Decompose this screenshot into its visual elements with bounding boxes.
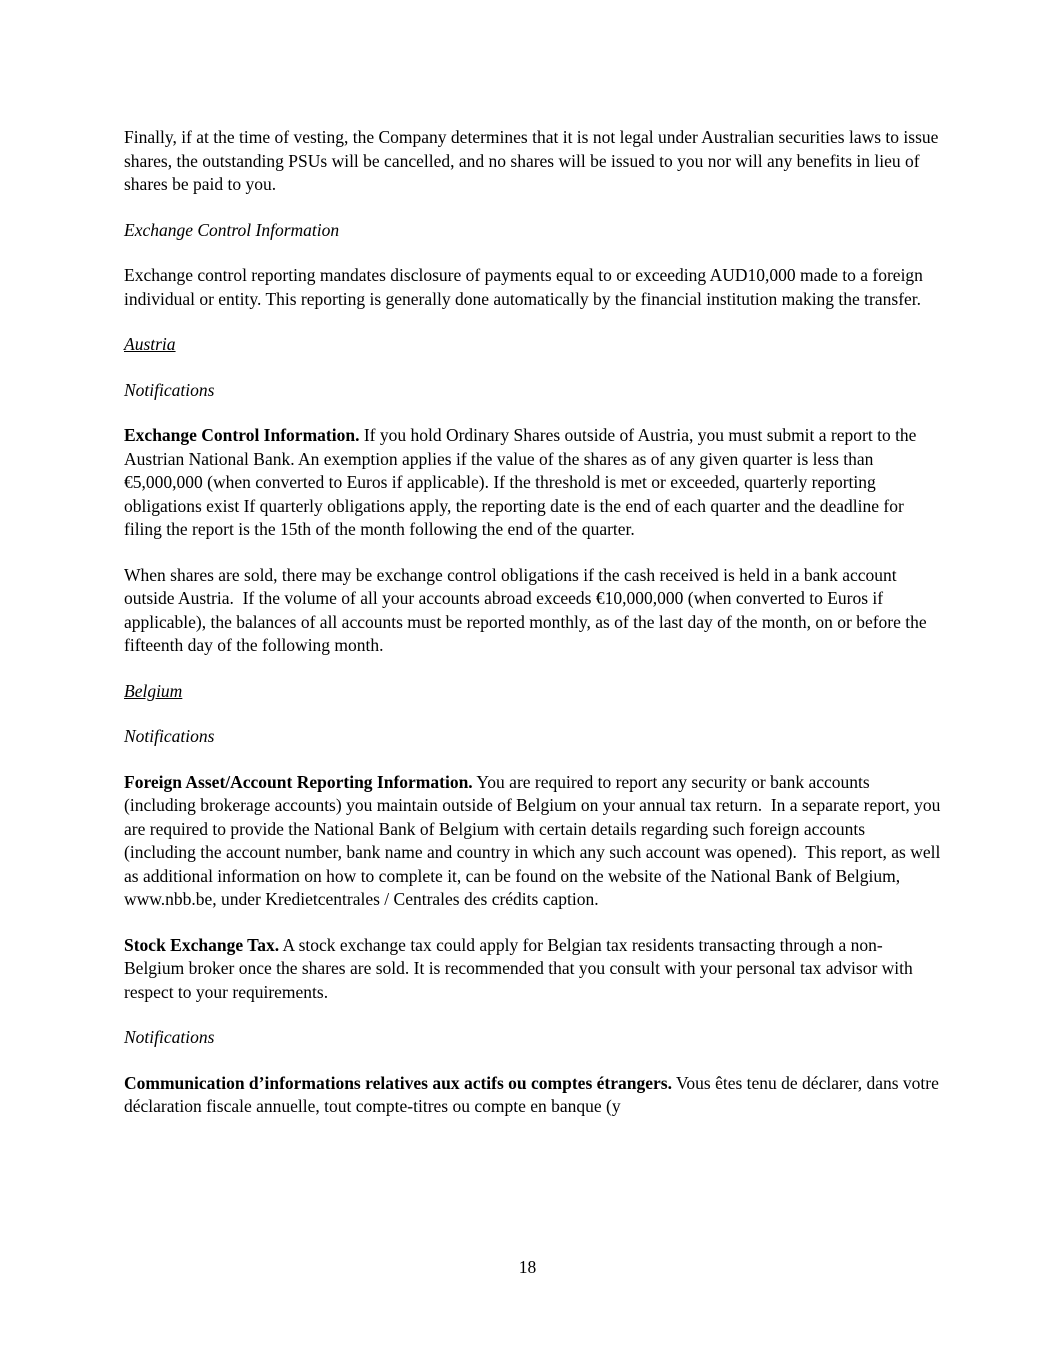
paragraph-lead-stock-exchange-tax: Stock Exchange Tax. xyxy=(124,934,280,955)
heading-belgium: Belgium xyxy=(124,680,183,701)
paragraph-austria-shares-sold: When shares are sold, there may be exchange control obligations if the cash received is held in a bank account outside Austria. If the volume of all your accounts abroad exceeds €10,000,000 (when converted to Euros if applicable), the balances of all accounts must be reported monthly, as of the last day of the month, on or before the fifteenth day of the following month. xyxy=(124,564,932,655)
paragraph-lead-french-communication: Communication d’informations relatives aux actifs ou comptes étrangers. xyxy=(124,1072,672,1093)
heading-exchange-control-information: Exchange Control Information xyxy=(124,219,340,240)
heading-notifications-belgium-1: Notifications xyxy=(124,726,215,746)
paragraph-vesting-cancellation: Finally, if at the time of vesting, the Company determines that it is not legal under Australian securities laws to issue shares, the outstanding PSUs will be cancelled, and no shares will be issued to you nor will any benefits in lieu of shares be paid to you. xyxy=(124,127,943,194)
paragraph-lead-foreign-asset-reporting: Foreign Asset/Account Reporting Information. xyxy=(124,771,473,792)
heading-notifications-belgium-2: Notifications xyxy=(124,1027,215,1047)
page-number: 18 xyxy=(518,1256,537,1277)
paragraph-belgium-stock-exchange-tax xyxy=(124,934,941,1005)
heading-notifications-austria: Notifications xyxy=(124,379,215,400)
heading-austria: Austria xyxy=(124,334,176,354)
paragraph-exchange-reporting: Exchange control reporting mandates disclosure of payments equal to or exceeding AUD10,000 made to a foreign individual or entity. This reporting is generally done automatically by the financial institution making the transfer. xyxy=(124,265,928,309)
paragraph-text-stock-exchange-tax: A stock exchange tax could apply for Belgian tax residents transacting through a non-Belgium broker once the shares are sold. It is recommended that you consult with your personal tax advisor with respect to your requirements. xyxy=(124,934,918,1002)
paragraph-text-exchange-control: If you hold Ordinary Shares outside of Austria, you must submit a report to the Austrian National Bank. An exemption applies if the value of the shares as of any given quarter is less than €5,000,000 (when converted to Euros if applicable). If the threshold is met or exceeded, quarterly reporting obligations exist If quarterly obligations apply, the reporting date is the end of each quarter and the deadline for filing the report is the 15th of the month following the end of the quarter. xyxy=(124,425,920,539)
paragraph-text-french-communication: Vous êtes tenu de déclarer, dans votre déclaration fiscale annuelle, tout compte-titres ou compte en banque (y xyxy=(124,1072,944,1116)
paragraph-text-foreign-asset-reporting: You are required to report any security or bank accounts (including brokerage accounts) you maintain outside of Belgium on your annual tax return. In a separate report, you are required to provide the National Bank of Belgium with certain details regarding such foreign accounts (including the account number, bank name and country in which any such account was opened). This report, as well as additional information on how to complete it, can be found on the website of the National Bank of Belgium, www.nbb.be, under Kredietcentrales / Centrales des crédits caption. xyxy=(124,771,945,909)
paragraph-belgium-foreign-asset-reporting xyxy=(124,771,945,912)
paragraph-austria-exchange-control xyxy=(124,424,941,542)
paragraph-belgium-french-communication xyxy=(124,1072,944,1119)
paragraph-lead-exchange-control: Exchange Control Information. xyxy=(124,425,360,445)
